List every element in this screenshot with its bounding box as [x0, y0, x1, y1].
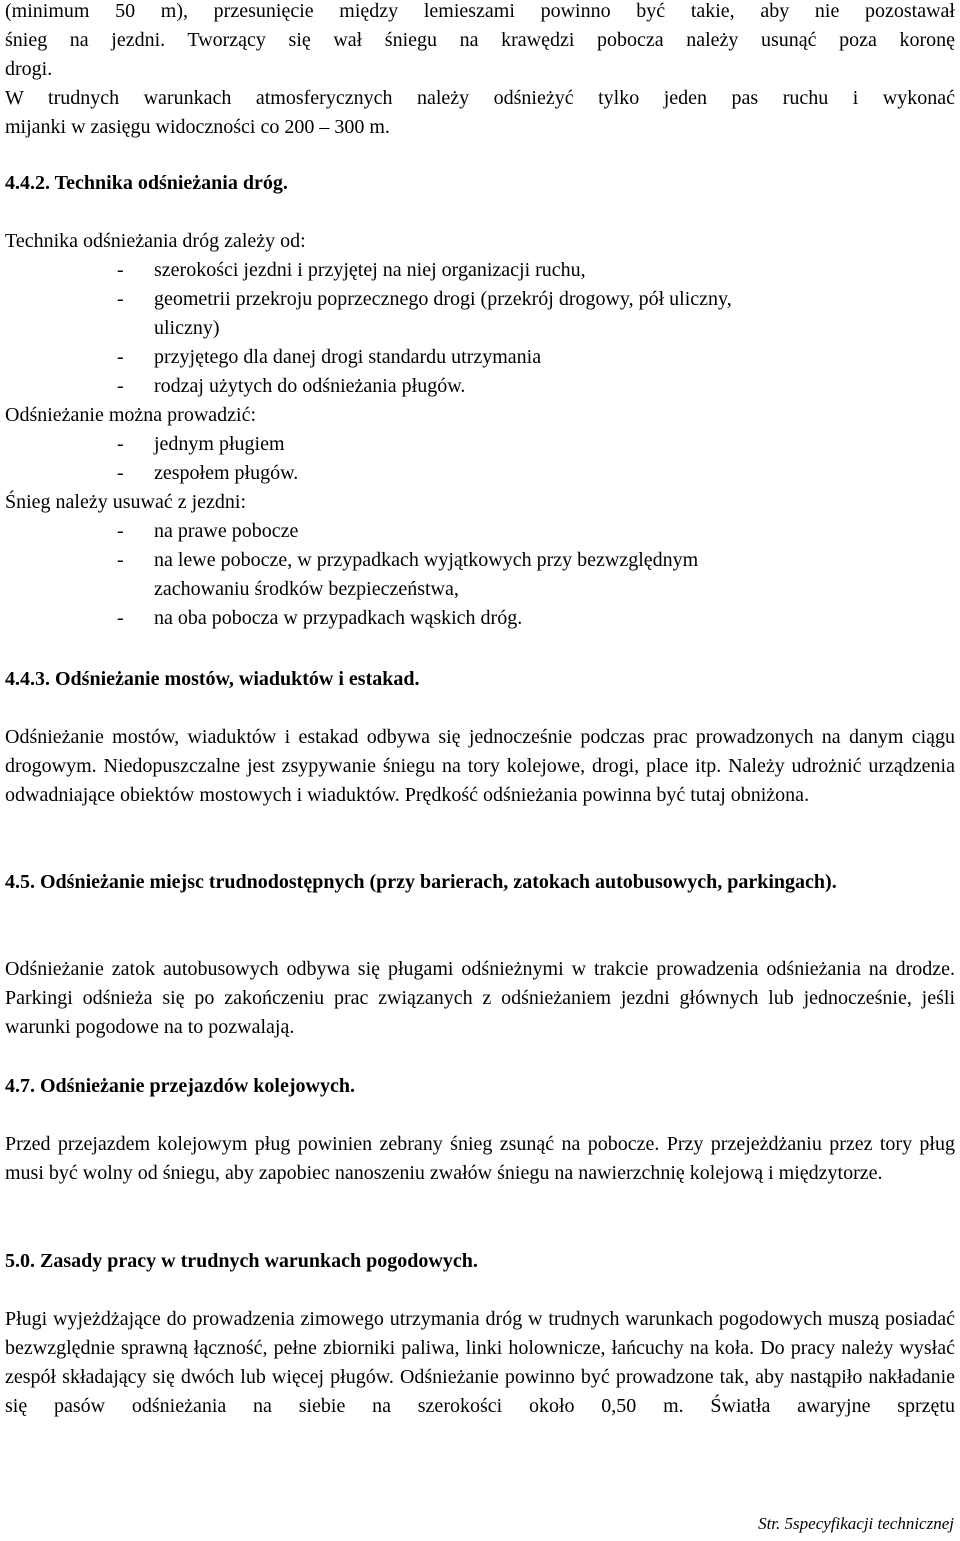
- section-paragraph: Odśnieżanie zatok autobusowych odbywa się pługami odśnieżnymi w trakcie prowadzenia odśnieżania na drodze. Parkingi odśnieża się po zakończeniu prac związanych z odśnieżaniem jezdni głównych lub jednocześnie, jeśli warunki pogodowe na to pozwalają.: [5, 958, 955, 1038]
- list-item-continuation: zachowaniu środków bezpieczeństwa,: [154, 578, 459, 600]
- section-paragraph: Przed przejazdem kolejowym pług powinien zebrany śnieg zsunąć na pobocze. Przy przejeżdżaniu przez tory pług musi być wolny od śniegu, aby zapobiec nanoszeniu zwałów śniegu na nawierzchnię kolejową i międzytorze.: [5, 1133, 955, 1184]
- list-item: - na prawe pobocze: [5, 517, 955, 546]
- list-item: - szerokości jezdni i przyjętej na niej organizacji ruchu,: [5, 256, 955, 285]
- list-item: - jednym pługiem: [5, 430, 955, 459]
- list-dash: -: [117, 607, 124, 629]
- list-dash: -: [117, 549, 124, 571]
- list-item: - rodzaj użytych do odśnieżania pługów.: [5, 372, 955, 401]
- section-heading: 5.0. Zasady pracy w trudnych warunkach pogodowych.: [5, 1250, 478, 1272]
- list-lead: Śnieg należy usuwać z jezdni:: [5, 491, 247, 513]
- list-lead: Technika odśnieżania dróg zależy od:: [5, 230, 306, 252]
- section-heading: 4.4.2. Technika odśnieżania dróg.: [5, 172, 288, 194]
- page-footer: Str. 5specyfikacji technicznej: [758, 1514, 954, 1533]
- list-dash: -: [117, 375, 124, 397]
- list-item: - na lewe pobocze, w przypadkach wyjątkowych przy bezwzględnym: [5, 546, 955, 575]
- intro-line: W trudnych warunkach atmosferycznych należy odśnieżyć tylko jeden pas ruchu i wykonać: [5, 87, 955, 109]
- list-item: - geometrii przekroju poprzecznego drogi (przekrój drogowy, pół uliczny,: [5, 285, 955, 314]
- list-dash: -: [117, 462, 124, 484]
- list-item-continuation: uliczny): [154, 317, 220, 339]
- intro-line: mijanki w zasięgu widoczności co 200 – 300 m.: [5, 116, 390, 138]
- section-heading: 4.7. Odśnieżanie przejazdów kolejowych.: [5, 1075, 355, 1097]
- section-paragraph: Odśnieżanie mostów, wiaduktów i estakad odbywa się jednocześnie podczas prac prowadzonych na danym ciągu drogowym. Niedopuszczalne jest zsypywanie śniegu na tory kolejowe, drogi, place itp. Należy udrożnić urządzenia odwadniające obiektów mostowych i wiaduktów. Prędkość odśnieżania powinna być tutaj obniżona.: [5, 726, 955, 806]
- section-heading: 4.4.3. Odśnieżanie mostów, wiaduktów i estakad.: [5, 668, 420, 690]
- list-dash: -: [117, 520, 124, 542]
- list-item: - zespołem pługów.: [5, 459, 955, 488]
- list-dash: -: [117, 288, 124, 310]
- list-dash: -: [117, 259, 124, 281]
- list-item: - na oba pobocza w przypadkach wąskich dróg.: [5, 604, 955, 633]
- intro-line: drogi.: [5, 58, 53, 80]
- list-dash: -: [117, 433, 124, 455]
- section-heading: 4.5. Odśnieżanie miejsc trudnodostępnych (przy barierach, zatokach autobusowych, parkingach).: [5, 871, 837, 893]
- section-442-body: [5, 227, 955, 633]
- list-dash: -: [117, 346, 124, 368]
- intro-line: (minimum 50 m), przesunięcie między lemieszami powinno być takie, aby nie pozostawał: [5, 0, 955, 22]
- section-paragraph: Pługi wyjeżdżające do prowadzenia zimowego utrzymania dróg w trudnych warunkach pogodowych muszą posiadać bezwzględnie sprawną łączność, pełne zbiorniki paliwa, linki holownicze, łańcuchy na koła. Do pracy należy wysłać zespół składający się dwóch lub więcej pługów. Odśnieżanie powinno być prowadzone tak, aby nastąpiło nakładanie się pasów odśnieżania na siebie na szerokości około 0,50 m. Światła awaryjne sprzętu: [5, 1308, 955, 1417]
- intro-line: śnieg na jezdni. Tworzący się wał śniegu na krawędzi pobocza należy usunąć poza koronę: [5, 29, 955, 51]
- intro-paragraph: [5, 0, 955, 142]
- list-lead: Odśnieżanie można prowadzić:: [5, 404, 257, 426]
- list-item: - przyjętego dla danej drogi standardu utrzymania: [5, 343, 955, 372]
